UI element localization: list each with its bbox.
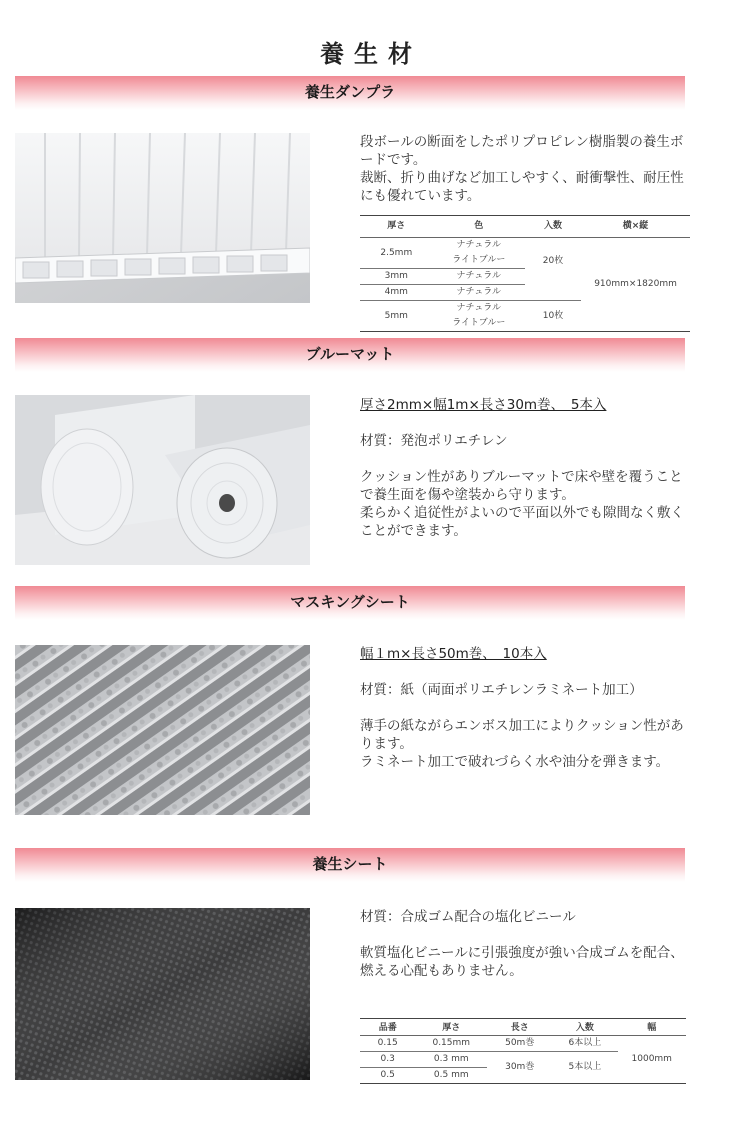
bluemat-photo (15, 395, 310, 565)
masking-info (360, 645, 690, 771)
cell-color: ナチュラル (456, 303, 502, 313)
section-heading-bluemat: ブルーマット (15, 338, 685, 372)
cell-code: 0.5 (380, 1070, 395, 1080)
cell-code: 0.3 (360, 1052, 415, 1068)
cell-thickness: 0.15mm (415, 1036, 487, 1052)
cell-color: ナチュラル (456, 240, 502, 250)
bluemat-desc-2: 柔らかく追従性がよいので平面以外でも隙間なく敷くことができます。 (360, 505, 684, 539)
cell-code: 0.15 (360, 1036, 415, 1052)
cell-length: 50m巻 (487, 1036, 552, 1052)
cell-thickness: 0.3 mm (415, 1052, 487, 1068)
cell-qty: 10枚 (542, 310, 564, 321)
masking-desc-1: 薄手の紙ながらエンボス加工によりクッション性があります。 (360, 718, 684, 752)
th-qty: 入数 (552, 1019, 617, 1036)
cell-thickness: 0.5 mm (433, 1070, 469, 1080)
cell-color: ナチュラル (433, 269, 525, 285)
cell-qty: 6本以上 (552, 1036, 617, 1052)
cell-size: 910mm×1820mm (594, 279, 677, 289)
th-width: 幅 (618, 1019, 687, 1036)
th-size: 横×縦 (581, 216, 690, 238)
th-thickness: 厚さ (415, 1019, 487, 1036)
th-length: 長さ (487, 1019, 552, 1036)
cell-qty: 20枚 (542, 255, 564, 266)
bluemat-desc-1: クッション性がありブルーマットで床や壁を覆うことで養生面を傷や塗装から守ります。 (360, 469, 683, 503)
page-title: 養生材 (320, 40, 422, 68)
dampura-desc-1: 段ボールの断面をしたポリプロピレン樹脂製の養生ボードです。 (360, 134, 684, 168)
bluemat-info (360, 396, 690, 540)
cell-color: ナチュラル (433, 285, 525, 301)
bluemat-material: 材質：発泡ポリエチレン (360, 433, 508, 449)
cell-length: 30m巻 (505, 1062, 535, 1072)
cell-width: 1000mm (631, 1054, 672, 1064)
cell-color: ライトブルー (452, 318, 506, 328)
masking-desc-2: ラミネート加工で破れづらく水や油分を弾きます。 (360, 754, 670, 770)
th-color: 色 (433, 216, 525, 238)
cell-thickness: 3mm (360, 269, 433, 285)
yojo-sheet-desc-1: 軟質塩化ビニールに引張強度が強い合成ゴムを配合、燃える心配もありません。 (360, 945, 684, 979)
section-heading-yojo-sheet: 養生シート (15, 848, 685, 882)
masking-spec: 幅１m×長さ50m巻、 10本入 (360, 646, 547, 662)
cell-qty-empty (525, 285, 581, 301)
yojo-sheet-info (360, 908, 690, 980)
section-heading-dampura: 養生ダンプラ (15, 76, 685, 110)
masking-sheet-photo (15, 645, 310, 815)
masking-material: 材質：紙（両面ポリエチレンラミネート加工） (360, 682, 643, 698)
yojo-sheet-photo (15, 908, 310, 1080)
dampura-info (360, 133, 690, 332)
bluemat-spec: 厚さ2mm×幅1m×長さ30m巻、 5本入 (360, 397, 607, 413)
th-qty: 入数 (525, 216, 581, 238)
dampura-photo (15, 133, 310, 303)
th-thickness: 厚さ (360, 216, 433, 238)
cell-color: ライトブルー (433, 253, 525, 269)
cell-thickness: 5mm (384, 310, 408, 321)
yojo-sheet-material: 材質：合成ゴム配合の塩化ビニール (360, 909, 576, 925)
dampura-spec-table (360, 215, 690, 332)
section-heading-masking: マスキングシート (15, 586, 685, 620)
yojo-sheet-table-wrap (360, 1018, 686, 1084)
cell-qty: 5本以上 (568, 1062, 602, 1072)
cell-thickness: 4mm (360, 285, 433, 301)
yojo-sheet-spec-table (360, 1018, 686, 1084)
cell-thickness: 2.5mm (360, 238, 433, 269)
dampura-desc-2: 裁断、折り曲げなど加工しやすく、耐衝撃性、耐圧性にも優れています。 (360, 170, 684, 204)
th-code: 品番 (360, 1019, 415, 1036)
